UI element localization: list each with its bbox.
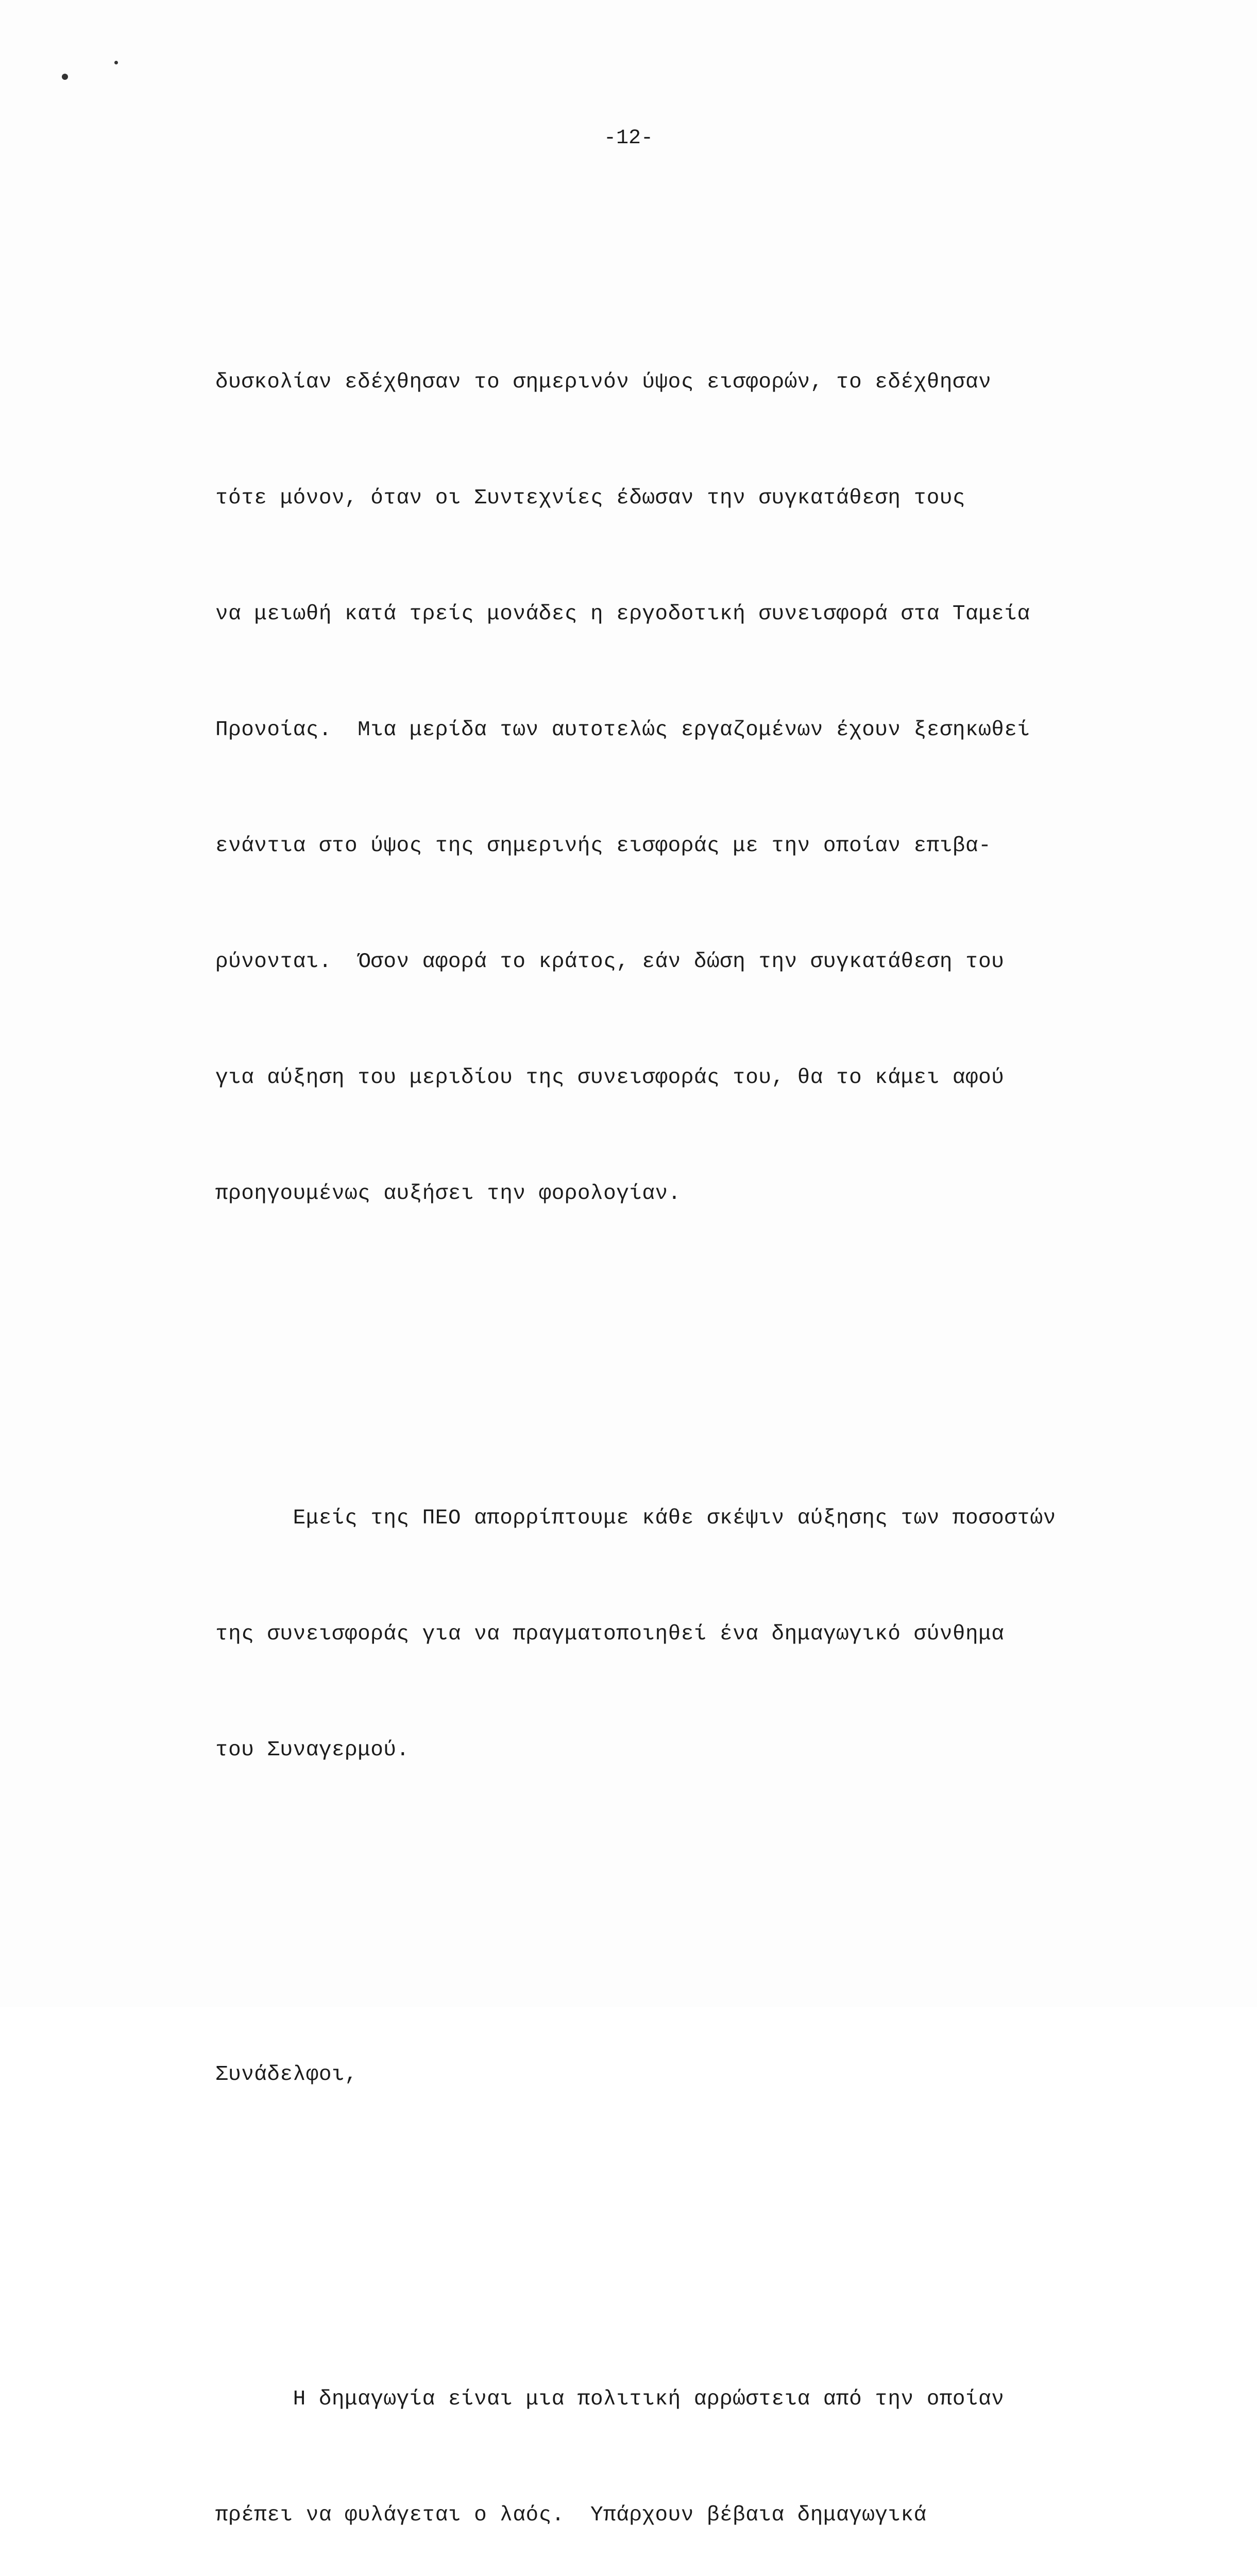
text-line: του Συναγερμού. [215,1738,410,1762]
text-line: ενάντια στο ύψος της σημερινής εισφοράς με την οποίαν επιβα- [215,834,992,858]
text-line: Συνάδελφοι, [215,2063,358,2087]
page-number: -12- [603,127,653,150]
paragraph-demagogy [215,2303,1069,2576]
text-line: Προνοίας. Μια μερίδα των αυτοτελώς εργαζομένων έχουν ξεσηκωθεί [215,718,1030,742]
text-line: Η δημαγωγία είναι μια πολιτική αρρώστεια από την οποίαν [215,2387,1005,2411]
text-line: Εμείς της ΠΕΟ απορρίπτουμε κάθε σκέψιν αύξησης των ποσοστών [215,1506,1056,1530]
paragraph-contributions [215,286,1069,1291]
scan-speck [62,74,68,80]
paragraph-peo-position [215,1422,1069,1847]
text-line: να μειωθή κατά τρείς μονάδες η εργοδοτική συνεισφορά στα Ταμεία [215,602,1030,626]
text-line: προηγουμένως αυξήσει την φορολογίαν. [215,1182,681,1206]
text-line: για αύξηση του μεριδίου της συνεισφοράς του, θα το κάμει αφού [215,1066,1005,1090]
scan-speck [114,61,118,64]
text-line: τότε μόνον, όταν οι Συντεχνίες έδωσαν την συγκατάθεση τους [215,486,966,510]
text-line: πρέπει να φυλάγεται ο λαός. Υπάρχουν βέβαια δημαγωγικά [215,2503,927,2527]
text-line: ρύνονται. Όσον αφορά το κράτος, εάν δώση την συγκατάθεση του [215,950,1005,974]
salutation-colleagues [215,1978,1069,2172]
document-body [215,170,1069,2576]
text-line: δυσκολίαν εδέχθησαν το σημερινόν ύψος εισφορών, το εδέχθησαν [215,370,992,394]
text-line: της συνεισφοράς για να πραγματοποιηθεί ένα δημαγωγικό σύνθημα [215,1622,1005,1646]
